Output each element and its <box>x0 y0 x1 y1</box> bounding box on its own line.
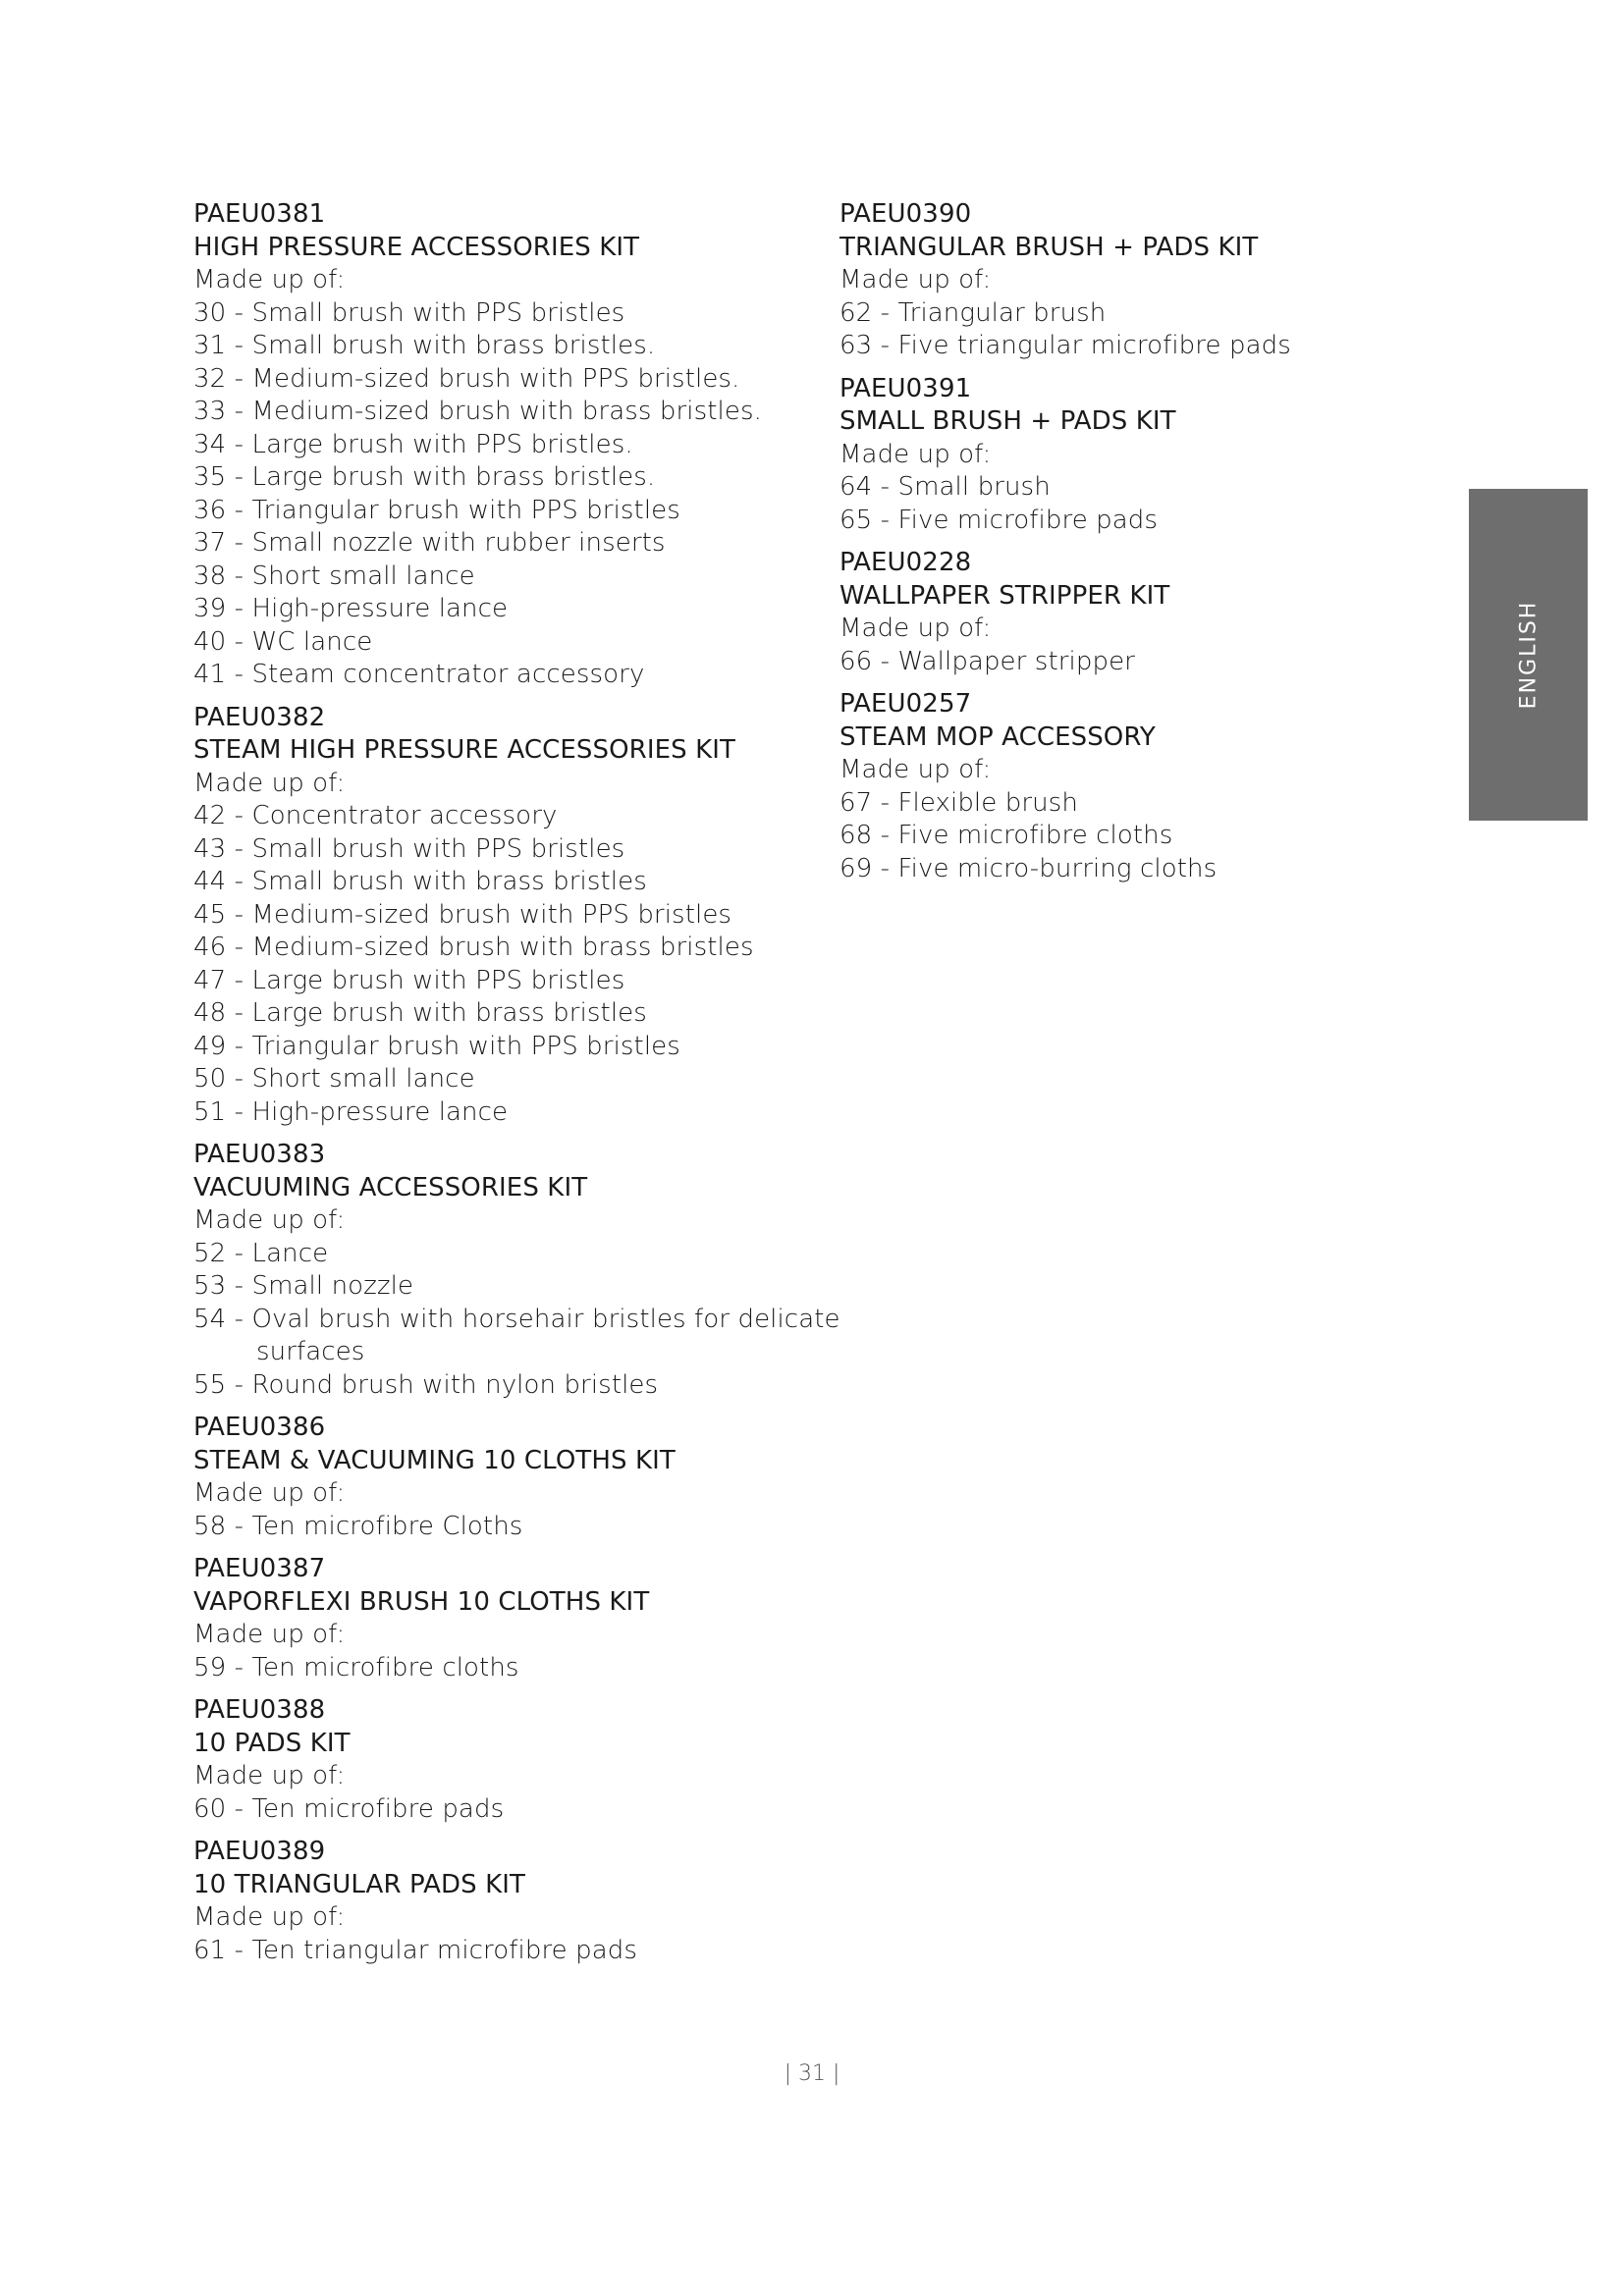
kit-title: VACUUMING ACCESSORIES KIT <box>193 1172 588 1202</box>
kit-item: 41 - Steam concentrator accessory <box>193 660 645 689</box>
kit-title: VAPORFLEXI BRUSH 10 CLOTHS KIT <box>193 1586 650 1617</box>
kit-block <box>839 688 1389 885</box>
kit-title: HIGH PRESSURE ACCESSORIES KIT <box>193 232 640 262</box>
kit-code: PAEU0382 <box>193 702 326 732</box>
kit-title: WALLPAPER STRIPPER KIT <box>839 580 1170 611</box>
kit-item: 39 - High-pressure lance <box>193 594 509 623</box>
kit-title: STEAM MOP ACCESSORY <box>839 721 1156 752</box>
kit-block <box>193 198 822 692</box>
kit-item: 53 - Small nozzle <box>193 1271 414 1301</box>
kit-block <box>193 1139 840 1402</box>
kit-block <box>839 198 1389 363</box>
kit-item: 38 - Short small lance <box>193 561 475 591</box>
made-up-of-label: Made up of: <box>839 755 992 784</box>
kit-title: SMALL BRUSH + PADS KIT <box>839 406 1176 436</box>
right-column <box>839 198 1389 895</box>
kit-item: 50 - Short small lance <box>193 1064 475 1094</box>
kit-block <box>839 547 1389 678</box>
kit-item: 58 - Ten microfibre Cloths <box>193 1511 523 1541</box>
kit-item: 65 - Five microfibre pads <box>839 505 1159 535</box>
kit-item: 51 - High-pressure lance <box>193 1096 509 1127</box>
kit-item: 48 - Large brush with brass bristles <box>193 998 647 1028</box>
language-side-tab <box>1469 489 1588 821</box>
kit-title: TRIANGULAR BRUSH + PADS KIT <box>839 232 1259 262</box>
kit-item: 42 - Concentrator accessory <box>193 801 558 830</box>
kit-code: PAEU0386 <box>193 1413 326 1442</box>
kit-item: 63 - Five triangular microfibre pads <box>839 331 1291 360</box>
kit-item: 68 - Five microfibre cloths <box>839 821 1173 850</box>
kit-item: 40 - WC lance <box>193 626 373 657</box>
kit-code: PAEU0383 <box>193 1140 326 1169</box>
made-up-of-label: Made up of: <box>193 1761 346 1790</box>
kit-item: 61 - Ten triangular microfibre pads <box>193 1935 638 1965</box>
kit-item: 45 - Medium-sized brush with PPS bristles <box>193 899 732 930</box>
kit-item: 62 - Triangular brush <box>839 297 1107 328</box>
kit-item: 37 - Small nozzle with rubber inserts <box>193 528 666 558</box>
made-up-of-label: Made up of: <box>193 768 346 798</box>
kit-item: 43 - Small brush with PPS bristles <box>193 833 625 864</box>
kit-item: 30 - Small brush with PPS bristles <box>193 297 625 328</box>
made-up-of-label: Made up of: <box>193 1902 346 1932</box>
left-column <box>193 198 840 1977</box>
kit-code: PAEU0388 <box>193 1695 326 1725</box>
kit-item: 32 - Medium-sized brush with PPS bristles. <box>193 363 740 394</box>
language-label: ENGLISH <box>1516 600 1541 710</box>
made-up-of-label: Made up of: <box>193 1620 346 1649</box>
kit-title: 10 TRIANGULAR PADS KIT <box>193 1869 525 1899</box>
kit-item: 52 - Lance <box>193 1238 329 1268</box>
kit-block <box>193 1412 822 1543</box>
kit-code: PAEU0390 <box>839 199 972 229</box>
made-up-of-label: Made up of: <box>193 265 346 294</box>
kit-item: 47 - Large brush with PPS bristles <box>193 965 625 995</box>
kit-item: 55 - Round brush with nylon bristles <box>193 1369 659 1400</box>
made-up-of-label: Made up of: <box>193 1205 346 1235</box>
kit-code: PAEU0228 <box>839 548 972 577</box>
made-up-of-label: Made up of: <box>839 614 992 643</box>
kit-code: PAEU0391 <box>839 373 972 403</box>
kit-item: 33 - Medium-sized brush with brass bristles. <box>193 397 762 426</box>
kit-item: 66 - Wallpaper stripper <box>839 646 1135 676</box>
made-up-of-label: Made up of: <box>839 265 992 294</box>
kit-code: PAEU0387 <box>193 1554 326 1583</box>
kit-block <box>193 1694 822 1826</box>
kit-item: 36 - Triangular brush with PPS bristles <box>193 495 680 525</box>
kit-item: 46 - Medium-sized brush with brass bristles <box>193 933 754 962</box>
kit-item: 54 - Oval brush with horsehair bristles for delicate surfaces <box>193 1304 840 1366</box>
kit-item: 44 - Small brush with brass bristles <box>193 867 647 896</box>
kit-item: 60 - Ten microfibre pads <box>193 1793 505 1824</box>
made-up-of-label: Made up of: <box>193 1478 346 1508</box>
kit-title: STEAM HIGH PRESSURE ACCESSORIES KIT <box>193 735 736 765</box>
kit-code: PAEU0257 <box>839 689 972 719</box>
kit-code: PAEU0381 <box>193 199 326 229</box>
kit-item: 59 - Ten microfibre cloths <box>193 1652 519 1682</box>
made-up-of-label: Made up of: <box>839 439 992 469</box>
kit-block <box>193 702 822 1130</box>
kit-item: 49 - Triangular brush with PPS bristles <box>193 1031 680 1061</box>
kit-item: 67 - Flexible brush <box>839 787 1078 818</box>
kit-block <box>839 373 1389 538</box>
kit-title: 10 PADS KIT <box>193 1728 351 1758</box>
kit-item: 64 - Small brush <box>839 472 1051 502</box>
kit-block <box>193 1836 822 1967</box>
kit-item: 34 - Large brush with PPS bristles. <box>193 429 633 459</box>
kit-item: 35 - Large brush with brass bristles. <box>193 462 656 492</box>
kit-block <box>193 1553 822 1684</box>
kit-item: 69 - Five micro-burring cloths <box>839 853 1218 883</box>
kit-code: PAEU0389 <box>193 1837 326 1866</box>
page-number: | 31 | <box>784 2061 840 2086</box>
kit-item: 31 - Small brush with brass bristles. <box>193 331 656 360</box>
kit-title: STEAM & VACUUMING 10 CLOTHS KIT <box>193 1445 676 1475</box>
